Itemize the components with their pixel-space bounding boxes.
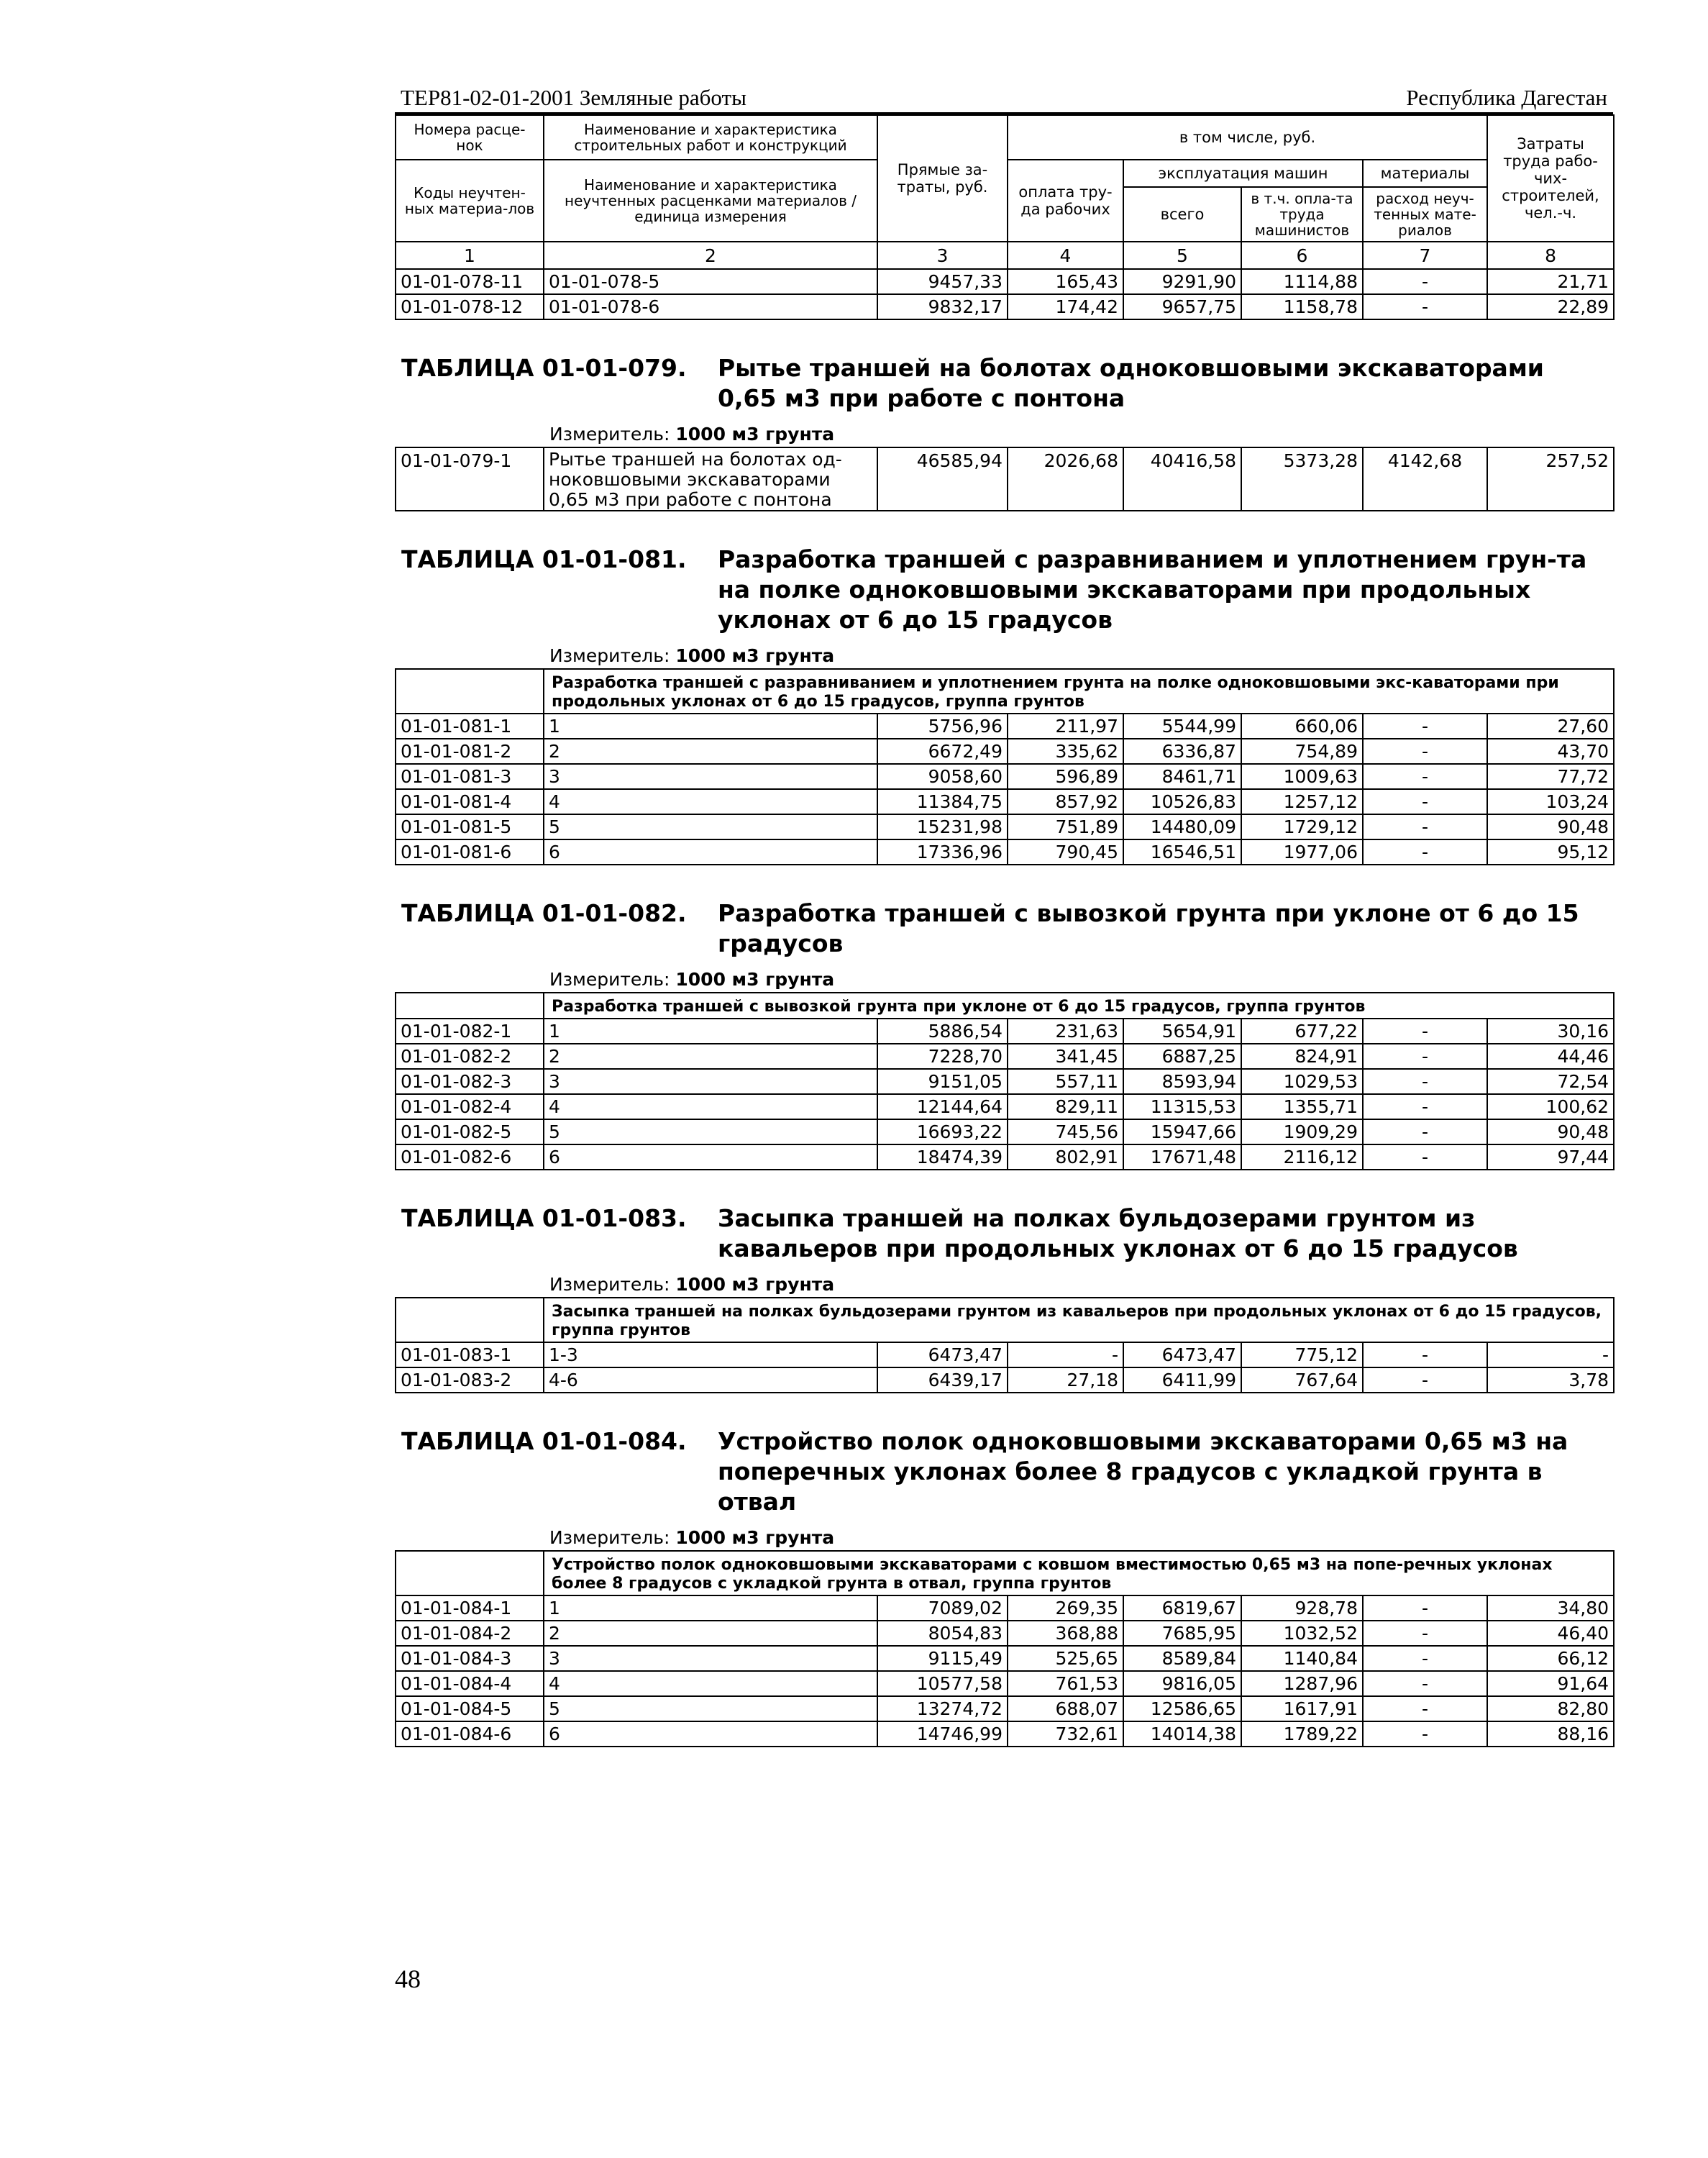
materials: - (1363, 1342, 1487, 1367)
machines-total: 5654,91 (1123, 1019, 1241, 1044)
col-header-material-name: Наименование и характеристика неучтенных расценками материалов / единица измерения (544, 160, 877, 242)
rate-code: 01-01-082-6 (396, 1144, 544, 1170)
machines-driver-pay: 2116,12 (1241, 1144, 1363, 1170)
measure-value: 1000 м3 грунта (675, 424, 835, 445)
rate-code: 01-01-081-1 (396, 714, 544, 739)
col-number: 1 (396, 242, 544, 269)
table-row (396, 714, 1614, 739)
table-row (396, 294, 1614, 319)
table-row (396, 1044, 1614, 1069)
rate-name: 01-01-078-5 (544, 269, 877, 294)
measure-label: Измеритель: (549, 969, 670, 990)
rate-name: 2 (544, 1044, 877, 1069)
col-number: 5 (1123, 242, 1241, 269)
measure-label: Измеритель: (549, 645, 670, 666)
direct-cost: 16693,22 (877, 1119, 1008, 1144)
measure-value: 1000 м3 грунта (675, 1274, 835, 1295)
table-title-row (396, 1408, 1614, 1520)
machines-driver-pay: 767,64 (1241, 1367, 1363, 1393)
measure-label: Измеритель: (549, 1527, 670, 1548)
measure-row (396, 962, 1614, 993)
table-row (396, 1094, 1614, 1119)
measure-label: Измеритель: (549, 1274, 670, 1295)
labor-cost: 3,78 (1487, 1367, 1614, 1393)
rate-code: 01-01-084-3 (396, 1646, 544, 1671)
labor-cost: 66,12 (1487, 1646, 1614, 1671)
materials: - (1363, 1019, 1487, 1044)
direct-cost: 9832,17 (877, 294, 1008, 319)
table-gap (396, 1393, 1614, 1408)
rate-code: 01-01-084-2 (396, 1621, 544, 1646)
table-row (396, 789, 1614, 814)
labor-pay: 341,45 (1008, 1044, 1123, 1069)
materials: - (1363, 1044, 1487, 1069)
labor-cost: 44,46 (1487, 1044, 1614, 1069)
table-id: ТАБЛИЦА 01-01-082. (401, 899, 687, 927)
materials: - (1363, 294, 1487, 319)
group-row (396, 1298, 1614, 1342)
rate-name: 4 (544, 1671, 877, 1696)
table-row (396, 1621, 1614, 1646)
machines-total: 14480,09 (1123, 814, 1241, 839)
labor-pay: 231,63 (1008, 1019, 1123, 1044)
labor-cost: 30,16 (1487, 1019, 1614, 1044)
labor-cost: 34,80 (1487, 1595, 1614, 1621)
labor-pay: 335,62 (1008, 739, 1123, 764)
measure-value: 1000 м3 грунта (675, 1527, 835, 1548)
machines-driver-pay: 928,78 (1241, 1595, 1363, 1621)
materials: - (1363, 1721, 1487, 1747)
materials: - (1363, 1094, 1487, 1119)
group-row (396, 993, 1614, 1019)
labor-pay: 2026,68 (1008, 447, 1123, 511)
machines-driver-pay: 1789,22 (1241, 1721, 1363, 1747)
header-title: ТЕР81-02-01-2001 Земляные работы (401, 85, 746, 110)
direct-cost: 9151,05 (877, 1069, 1008, 1094)
direct-cost: 17336,96 (877, 839, 1008, 865)
machines-driver-pay: 1032,52 (1241, 1621, 1363, 1646)
price-table (395, 114, 1615, 1747)
labor-cost: 21,71 (1487, 269, 1614, 294)
materials: - (1363, 789, 1487, 814)
table-row (396, 269, 1614, 294)
materials: - (1363, 1069, 1487, 1094)
labor-cost: 97,44 (1487, 1144, 1614, 1170)
direct-cost: 9115,49 (877, 1646, 1008, 1671)
direct-cost: 5756,96 (877, 714, 1008, 739)
table-row (396, 1019, 1614, 1044)
table-row (396, 1721, 1614, 1747)
direct-cost: 13274,72 (877, 1696, 1008, 1721)
direct-cost: 6473,47 (877, 1342, 1008, 1367)
col-header-name: Наименование и характеристика строительных работ и конструкций (544, 115, 877, 160)
rate-code: 01-01-081-2 (396, 739, 544, 764)
rate-name: 4-6 (544, 1367, 877, 1393)
column-numbers-row (396, 242, 1614, 269)
materials: - (1363, 1671, 1487, 1696)
machines-total: 9657,75 (1123, 294, 1241, 319)
col-header-incl: в том числе, руб. (1008, 115, 1487, 160)
labor-pay: 211,97 (1008, 714, 1123, 739)
col-header-mach-driver: в т.ч. опла-та труда машинистов (1241, 187, 1363, 242)
machines-total: 17671,48 (1123, 1144, 1241, 1170)
rate-name: 6 (544, 839, 877, 865)
machines-driver-pay: 1029,53 (1241, 1069, 1363, 1094)
direct-cost: 10577,58 (877, 1671, 1008, 1696)
rate-name: Рытье траншей на болотах од-ноковшовыми экскаваторами 0,65 м3 при работе с понтона (544, 447, 877, 511)
table-row (396, 1696, 1614, 1721)
table-gap (396, 511, 1614, 526)
machines-driver-pay: 677,22 (1241, 1019, 1363, 1044)
rate-name: 5 (544, 1696, 877, 1721)
table-row (396, 1646, 1614, 1671)
labor-pay: 525,65 (1008, 1646, 1123, 1671)
materials: - (1363, 714, 1487, 739)
table-id: ТАБЛИЦА 01-01-084. (401, 1427, 687, 1455)
table-title-row (396, 880, 1614, 962)
machines-total: 6887,25 (1123, 1044, 1241, 1069)
rate-code: 01-01-084-6 (396, 1721, 544, 1747)
machines-driver-pay: 660,06 (1241, 714, 1363, 739)
rate-code: 01-01-082-5 (396, 1119, 544, 1144)
rate-code: 01-01-078-12 (396, 294, 544, 319)
rate-name: 4 (544, 1094, 877, 1119)
measure-row (396, 416, 1614, 447)
machines-total: 6336,87 (1123, 739, 1241, 764)
machines-driver-pay: 754,89 (1241, 739, 1363, 764)
rate-name: 4 (544, 789, 877, 814)
materials: - (1363, 814, 1487, 839)
table-title: Засыпка траншей на полках бульдозерами грунтом из кавальеров при продольных уклонах от 6 до 15 градусов (718, 1204, 1518, 1262)
table-title-row (396, 1185, 1614, 1267)
machines-driver-pay: 1909,29 (1241, 1119, 1363, 1144)
labor-cost: 46,40 (1487, 1621, 1614, 1646)
rate-name: 1 (544, 1019, 877, 1044)
table-gap (396, 1170, 1614, 1185)
machines-driver-pay: 1729,12 (1241, 814, 1363, 839)
labor-pay: 596,89 (1008, 764, 1123, 789)
labor-pay: 174,42 (1008, 294, 1123, 319)
machines-driver-pay: 1287,96 (1241, 1671, 1363, 1696)
group-row (396, 669, 1614, 714)
machines-total: 8593,94 (1123, 1069, 1241, 1094)
rate-name: 5 (544, 814, 877, 839)
materials: - (1363, 1119, 1487, 1144)
document-page (395, 79, 1613, 1747)
labor-pay: 751,89 (1008, 814, 1123, 839)
rate-code: 01-01-079-1 (396, 447, 544, 511)
machines-driver-pay: 1009,63 (1241, 764, 1363, 789)
labor-cost: 91,64 (1487, 1671, 1614, 1696)
rate-code: 01-01-084-5 (396, 1696, 544, 1721)
machines-total: 14014,38 (1123, 1721, 1241, 1747)
direct-cost: 5886,54 (877, 1019, 1008, 1044)
table-row (396, 1069, 1614, 1094)
labor-cost: 90,48 (1487, 814, 1614, 839)
table-row (396, 814, 1614, 839)
measure-row (396, 1267, 1614, 1298)
direct-cost: 9457,33 (877, 269, 1008, 294)
col-header-materials: материалы (1363, 160, 1487, 187)
labor-cost: 100,62 (1487, 1094, 1614, 1119)
table-row (396, 1119, 1614, 1144)
labor-cost: 22,89 (1487, 294, 1614, 319)
table-title-row (396, 334, 1614, 416)
table-id: ТАБЛИЦА 01-01-081. (401, 545, 687, 573)
machines-total: 8461,71 (1123, 764, 1241, 789)
materials: 4142,68 (1363, 447, 1487, 511)
col-number: 3 (877, 242, 1008, 269)
machines-total: 7685,95 (1123, 1621, 1241, 1646)
table-title: Разработка траншей с разравниванием и уплотнением грун-та на полке одноковшовыми экскаваторами при продольных уклонах от 6 до 15 градусов (718, 545, 1587, 634)
rate-code: 01-01-081-4 (396, 789, 544, 814)
rate-name: 01-01-078-6 (544, 294, 877, 319)
table-row (396, 839, 1614, 865)
table-row (396, 764, 1614, 789)
materials: - (1363, 1621, 1487, 1646)
materials: - (1363, 764, 1487, 789)
rate-code: 01-01-082-3 (396, 1069, 544, 1094)
labor-cost: 88,16 (1487, 1721, 1614, 1747)
rate-code: 01-01-078-11 (396, 269, 544, 294)
col-number: 8 (1487, 242, 1614, 269)
rate-name: 6 (544, 1721, 877, 1747)
direct-cost: 18474,39 (877, 1144, 1008, 1170)
col-header-direct: Прямые за-траты, руб. (877, 115, 1008, 242)
labor-pay: 688,07 (1008, 1696, 1123, 1721)
col-header-codes: Номера расце-нок (396, 115, 544, 160)
labor-pay: 745,56 (1008, 1119, 1123, 1144)
machines-total: 12586,65 (1123, 1696, 1241, 1721)
materials: - (1363, 739, 1487, 764)
machines-total: 16546,51 (1123, 839, 1241, 865)
table-row (396, 447, 1614, 511)
group-description: Разработка траншей с разравниванием и уплотнением грунта на полке одноковшовыми экс-каваторами при продольных уклонах от 6 до 15 градусов, группа грунтов (544, 669, 1614, 714)
labor-pay: 790,45 (1008, 839, 1123, 865)
labor-pay: - (1008, 1342, 1123, 1367)
labor-cost: - (1487, 1342, 1614, 1367)
page-number: 48 (395, 1964, 421, 1993)
table-row (396, 739, 1614, 764)
rate-code: 01-01-082-1 (396, 1019, 544, 1044)
table-row (396, 1342, 1614, 1367)
machines-total: 6411,99 (1123, 1367, 1241, 1393)
rate-name: 5 (544, 1119, 877, 1144)
machines-driver-pay: 1617,91 (1241, 1696, 1363, 1721)
measure-label: Измеритель: (549, 424, 670, 445)
labor-pay: 269,35 (1008, 1595, 1123, 1621)
machines-total: 40416,58 (1123, 447, 1241, 511)
rate-code: 01-01-081-5 (396, 814, 544, 839)
col-header-labor-cost: Затраты труда рабо-чих-строителей, чел.-ч. (1487, 115, 1614, 242)
col-header-machines: эксплуатация машин (1123, 160, 1363, 187)
labor-pay: 761,53 (1008, 1671, 1123, 1696)
machines-total: 15947,66 (1123, 1119, 1241, 1144)
direct-cost: 7228,70 (877, 1044, 1008, 1069)
rate-code: 01-01-081-3 (396, 764, 544, 789)
labor-pay: 829,11 (1008, 1094, 1123, 1119)
running-header (395, 79, 1613, 114)
measure-value: 1000 м3 грунта (675, 645, 835, 666)
direct-cost: 46585,94 (877, 447, 1008, 511)
direct-cost: 7089,02 (877, 1595, 1008, 1621)
direct-cost: 14746,99 (877, 1721, 1008, 1747)
machines-driver-pay: 775,12 (1241, 1342, 1363, 1367)
labor-cost: 43,70 (1487, 739, 1614, 764)
labor-cost: 95,12 (1487, 839, 1614, 865)
measure-row (396, 638, 1614, 669)
rate-code: 01-01-084-4 (396, 1671, 544, 1696)
measure-row (396, 1520, 1614, 1551)
rate-name: 6 (544, 1144, 877, 1170)
labor-cost: 27,60 (1487, 714, 1614, 739)
materials: - (1363, 1696, 1487, 1721)
labor-pay: 27,18 (1008, 1367, 1123, 1393)
machines-total: 9816,05 (1123, 1671, 1241, 1696)
materials: - (1363, 1144, 1487, 1170)
materials: - (1363, 1367, 1487, 1393)
labor-pay: 368,88 (1008, 1621, 1123, 1646)
table-title-row (396, 526, 1614, 638)
rate-name: 3 (544, 764, 877, 789)
table-row (396, 1595, 1614, 1621)
direct-cost: 12144,64 (877, 1094, 1008, 1119)
measure-value: 1000 м3 грунта (675, 969, 835, 990)
materials: - (1363, 1646, 1487, 1671)
machines-total: 6473,47 (1123, 1342, 1241, 1367)
rate-name: 3 (544, 1069, 877, 1094)
labor-pay: 732,61 (1008, 1721, 1123, 1747)
machines-driver-pay: 1977,06 (1241, 839, 1363, 865)
materials: - (1363, 269, 1487, 294)
table-gap (396, 865, 1614, 880)
machines-total: 5544,99 (1123, 714, 1241, 739)
labor-cost: 90,48 (1487, 1119, 1614, 1144)
rate-name: 2 (544, 739, 877, 764)
table-row (396, 1367, 1614, 1393)
labor-pay: 557,11 (1008, 1069, 1123, 1094)
labor-cost: 82,80 (1487, 1696, 1614, 1721)
col-header-material-codes: Коды неучтен-ных материа-лов (396, 160, 544, 242)
direct-cost: 6672,49 (877, 739, 1008, 764)
col-number: 7 (1363, 242, 1487, 269)
group-row (396, 1551, 1614, 1595)
machines-total: 9291,90 (1123, 269, 1241, 294)
rate-code: 01-01-083-2 (396, 1367, 544, 1393)
rate-code: 01-01-084-1 (396, 1595, 544, 1621)
col-header-labor-pay: оплата тру-да рабочих (1008, 160, 1123, 242)
table-row (396, 1671, 1614, 1696)
machines-driver-pay: 1158,78 (1241, 294, 1363, 319)
labor-cost: 103,24 (1487, 789, 1614, 814)
labor-pay: 165,43 (1008, 269, 1123, 294)
labor-pay: 802,91 (1008, 1144, 1123, 1170)
machines-driver-pay: 5373,28 (1241, 447, 1363, 511)
group-description: Разработка траншей с вывозкой грунта при уклоне от 6 до 15 градусов, группа грунтов (544, 993, 1614, 1019)
col-number: 4 (1008, 242, 1123, 269)
col-header-mach-total: всего (1123, 187, 1241, 242)
machines-driver-pay: 1140,84 (1241, 1646, 1363, 1671)
rate-code: 01-01-082-2 (396, 1044, 544, 1069)
table-id: ТАБЛИЦА 01-01-083. (401, 1204, 687, 1232)
machines-total: 11315,53 (1123, 1094, 1241, 1119)
labor-cost: 72,54 (1487, 1069, 1614, 1094)
rate-code: 01-01-081-6 (396, 839, 544, 865)
rate-code: 01-01-083-1 (396, 1342, 544, 1367)
table-row (396, 1144, 1614, 1170)
direct-cost: 6439,17 (877, 1367, 1008, 1393)
col-number: 6 (1241, 242, 1363, 269)
materials: - (1363, 1595, 1487, 1621)
table-title: Рытье траншей на болотах одноковшовыми экскаваторами 0,65 м3 при работе с понтона (718, 354, 1544, 412)
table-id: ТАБЛИЦА 01-01-079. (401, 354, 687, 382)
rate-name: 1-3 (544, 1342, 877, 1367)
rate-code: 01-01-082-4 (396, 1094, 544, 1119)
direct-cost: 8054,83 (877, 1621, 1008, 1646)
labor-cost: 77,72 (1487, 764, 1614, 789)
rate-name: 3 (544, 1646, 877, 1671)
header-region: Республика Дагестан (1406, 85, 1607, 110)
direct-cost: 15231,98 (877, 814, 1008, 839)
rate-name: 1 (544, 714, 877, 739)
machines-total: 6819,67 (1123, 1595, 1241, 1621)
table-title: Разработка траншей с вывозкой грунта при уклоне от 6 до 15 градусов (718, 899, 1579, 957)
machines-driver-pay: 1355,71 (1241, 1094, 1363, 1119)
col-number: 2 (544, 242, 877, 269)
table-gap (396, 319, 1614, 334)
machines-total: 10526,83 (1123, 789, 1241, 814)
direct-cost: 11384,75 (877, 789, 1008, 814)
group-description: Засыпка траншей на полках бульдозерами грунтом из кавальеров при продольных уклонах от 6 до 15 градусов, группа грунтов (544, 1298, 1614, 1342)
col-header-mat-sub: расход неуч-тенных мате-риалов (1363, 187, 1487, 242)
labor-cost: 257,52 (1487, 447, 1614, 511)
machines-driver-pay: 824,91 (1241, 1044, 1363, 1069)
direct-cost: 9058,60 (877, 764, 1008, 789)
materials: - (1363, 839, 1487, 865)
rate-name: 2 (544, 1621, 877, 1646)
rate-name: 1 (544, 1595, 877, 1621)
labor-pay: 857,92 (1008, 789, 1123, 814)
group-description: Устройство полок одноковшовыми экскаваторами с ковшом вместимостью 0,65 м3 на попе-речных уклонах более 8 градусов с укладкой грунта в отвал, группа грунтов (544, 1551, 1614, 1595)
table-title: Устройство полок одноковшовыми экскаваторами 0,65 м3 на поперечных уклонах более 8 градусов с укладкой грунта в отвал (718, 1427, 1568, 1516)
machines-driver-pay: 1114,88 (1241, 269, 1363, 294)
machines-driver-pay: 1257,12 (1241, 789, 1363, 814)
machines-total: 8589,84 (1123, 1646, 1241, 1671)
